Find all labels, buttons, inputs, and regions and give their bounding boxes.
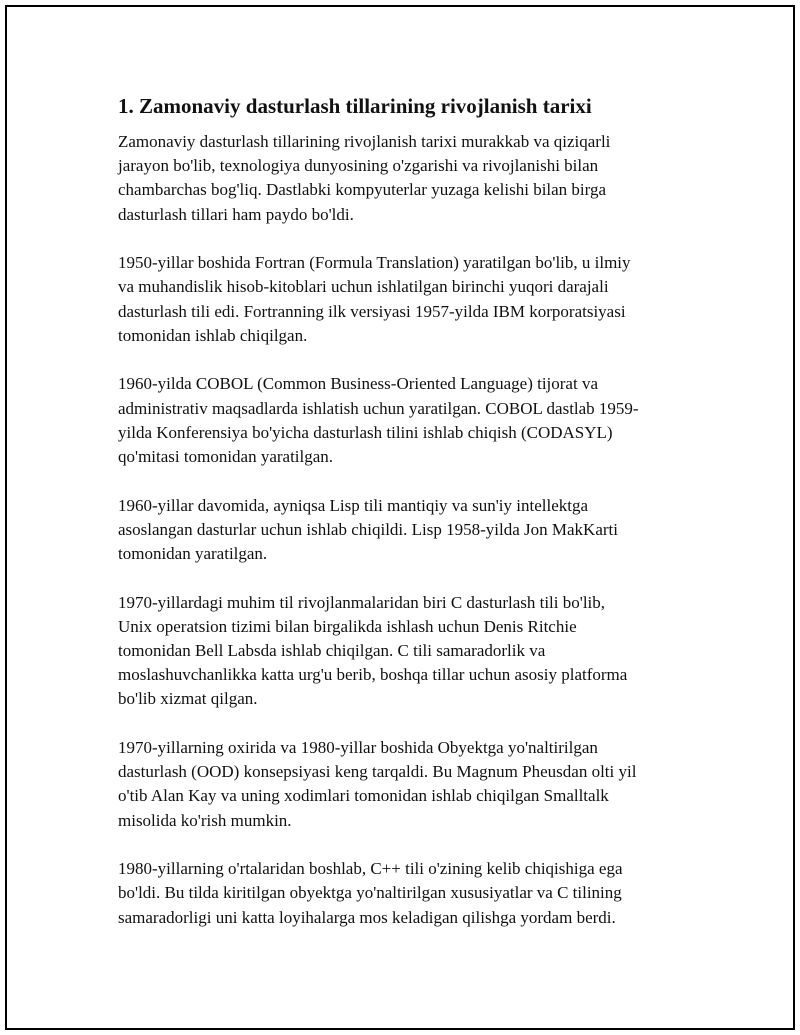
paragraph <box>118 372 678 469</box>
text-line: 1980-yillarning o'rtalaridan boshlab, C++ tili o'zining kelib chiqishiga ega <box>118 859 623 879</box>
text-line: va muhandislik hisob-kitoblari uchun ishlatilgan birinchi yuqori darajali <box>118 277 609 297</box>
paragraph <box>118 736 678 833</box>
paragraph <box>118 251 678 348</box>
text-line: o'tib Alan Kay va uning xodimlari tomonidan ishlab chiqilgan Smalltalk <box>118 786 609 806</box>
text-line: jarayon bo'lib, texnologiya dunyosining o'zgarishi va rivojlanishi bilan <box>118 156 599 176</box>
paragraph <box>118 130 678 227</box>
text-line: 1960-yilda COBOL (Common Business-Oriented Language) tijorat va <box>118 374 599 394</box>
text-line: 1950-yillar boshida Fortran (Formula Translation) yaratilgan bo'lib, u ilmiy <box>118 253 631 273</box>
text-line: dasturlash tili edi. Fortranning ilk versiyasi 1957-yilda IBM korporatsiyasi <box>118 301 626 321</box>
text-line: asoslangan dasturlar uchun ishlab chiqildi. Lisp 1958-yilda Jon MakKarti <box>118 519 618 539</box>
text-line: misolida ko'rish mumkin. <box>118 810 292 830</box>
paragraph <box>118 494 678 567</box>
text-line: bo'lib xizmat qilgan. <box>118 689 258 709</box>
text-line: 1960-yillar davomida, ayniqsa Lisp tili mantiqiy va sun'iy intellektga <box>118 495 589 515</box>
text-line: bo'ldi. Bu tilda kiritilgan obyektga yo'naltirilgan xususiyatlar va C tilining <box>118 883 622 903</box>
text-line: yilda Konferensiya bo'yicha dasturlash tilini ishlab chiqish (CODASYL) <box>118 422 613 442</box>
text-line: tomonidan yaratilgan. <box>118 544 268 564</box>
text-line: 1970-yillarning oxirida va 1980-yillar boshida Obyektga yo'naltirilgan <box>118 738 598 758</box>
document-body <box>118 92 678 954</box>
text-line: moslashuvchanlikka katta urg'u berib, boshqa tillar uchun asosiy platforma <box>118 665 628 685</box>
text-line: dasturlash tillari ham paydo bo'ldi. <box>118 204 354 224</box>
paragraph <box>118 857 678 930</box>
text-line: tomonidan ishlab chiqilgan. <box>118 325 308 345</box>
text-line: tomonidan Bell Labsda ishlab chiqilgan. C tili samaradorlik va <box>118 641 546 661</box>
paragraph-list <box>118 130 678 930</box>
paragraph <box>118 591 678 712</box>
text-line: administrativ maqsadlarda ishlatish uchun yaratilgan. COBOL dastlab 1959- <box>118 398 639 418</box>
text-line: Unix operatsion tizimi bilan birgalikda ishlash uchun Denis Ritchie <box>118 616 577 636</box>
text-line: chambarchas bog'liq. Dastlabki kompyuterlar yuzaga kelishi bilan birga <box>118 180 607 200</box>
section-heading: 1. Zamonaviy dasturlash tillarining rivojlanish tarixi <box>118 94 592 118</box>
text-line: 1970-yillardagi muhim til rivojlanmalaridan biri C dasturlash tili bo'lib, <box>118 592 606 612</box>
text-line: samaradorligi uni katta loyihalarga mos keladigan qilishga yordam berdi. <box>118 907 616 927</box>
text-line: Zamonaviy dasturlash tillarining rivojlanish tarixi murakkab va qiziqarli <box>118 132 611 151</box>
text-line: dasturlash (OOD) konsepsiyasi keng tarqaldi. Bu Magnum Pheusdan olti yil <box>118 762 637 782</box>
text-line: qo'mitasi tomonidan yaratilgan. <box>118 447 334 467</box>
